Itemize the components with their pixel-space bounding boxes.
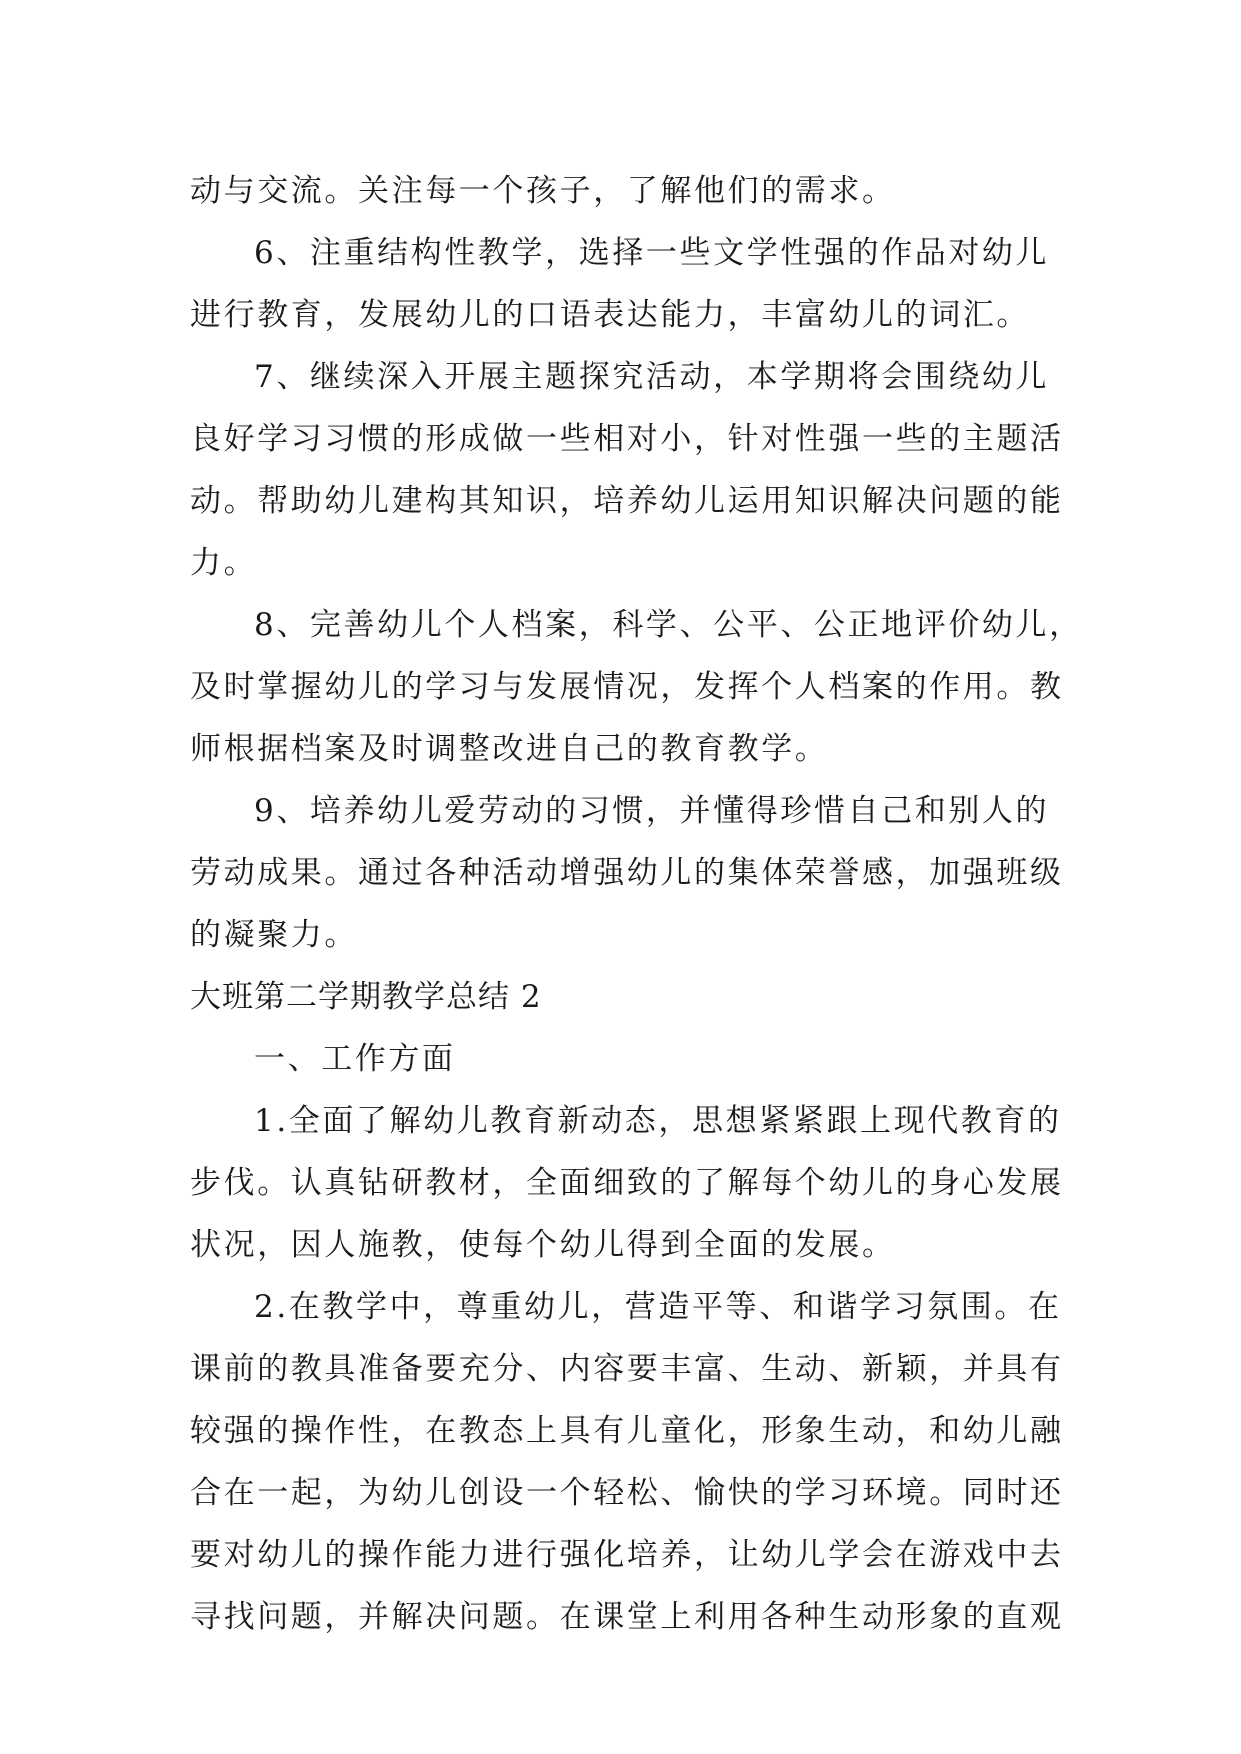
paragraph-item-6: 6、注重结构性教学，选择一些文学性强的作品对幼儿 <box>254 235 1050 271</box>
paragraph-item-1: 1.全面了解幼儿教育新动态，思想紧紧跟上现代教育的 <box>254 1103 1062 1139</box>
paragraph-item-7: 7、继续深入开展主题探究活动，本学期将会围绕幼儿 <box>254 359 1050 395</box>
text-line: 要对幼儿的操作能力进行强化培养，让幼儿学会在游戏中去 <box>190 1537 1064 1573</box>
text-line: 寻找问题，并解决问题。在课堂上利用各种生动形象的直观 <box>190 1599 1064 1635</box>
text-line: 动与交流。关注每一个孩子，了解他们的需求。 <box>190 173 896 209</box>
text-line: 步伐。认真钻研教材，全面细致的了解每个幼儿的身心发展 <box>190 1165 1064 1201</box>
text-line: 状况，因人施教，使每个幼儿得到全面的发展。 <box>190 1227 896 1263</box>
text-line: 课前的教具准备要充分、内容要丰富、生动、新颖，并具有 <box>190 1351 1064 1387</box>
text-line: 进行教育，发展幼儿的口语表达能力，丰富幼儿的词汇。 <box>190 297 1030 333</box>
text-line: 动。帮助幼儿建构其知识，培养幼儿运用知识解决问题的能 <box>190 483 1064 519</box>
subsection-heading: 一、工作方面 <box>254 1041 456 1077</box>
paragraph-item-8: 8、完善幼儿个人档案，科学、公平、公正地评价幼儿， <box>254 607 1083 643</box>
text-line: 良好学习习惯的形成做一些相对小，针对性强一些的主题活 <box>190 421 1064 457</box>
text-line: 及时掌握幼儿的学习与发展情况，发挥个人档案的作用。教 <box>190 669 1064 705</box>
paragraph-item-2: 2.在教学中，尊重幼儿，营造平等、和谐学习氛围。在 <box>254 1289 1062 1325</box>
text-line: 力。 <box>190 545 258 581</box>
paragraph-item-9: 9、培养幼儿爱劳动的习惯，并懂得珍惜自己和别人的 <box>254 793 1050 829</box>
document-page <box>190 160 1083 1648</box>
text-line: 较强的操作性，在教态上具有儿童化，形象生动，和幼儿融 <box>190 1413 1064 1449</box>
section-title: 大班第二学期教学总结 2 <box>190 979 542 1015</box>
text-line: 劳动成果。通过各种活动增强幼儿的集体荣誉感，加强班级 <box>190 855 1064 891</box>
text-line: 的凝聚力。 <box>190 917 358 953</box>
text-line: 合在一起，为幼儿创设一个轻松、愉快的学习环境。同时还 <box>190 1475 1064 1511</box>
text-line: 师根据档案及时调整改进自己的教育教学。 <box>190 731 829 767</box>
